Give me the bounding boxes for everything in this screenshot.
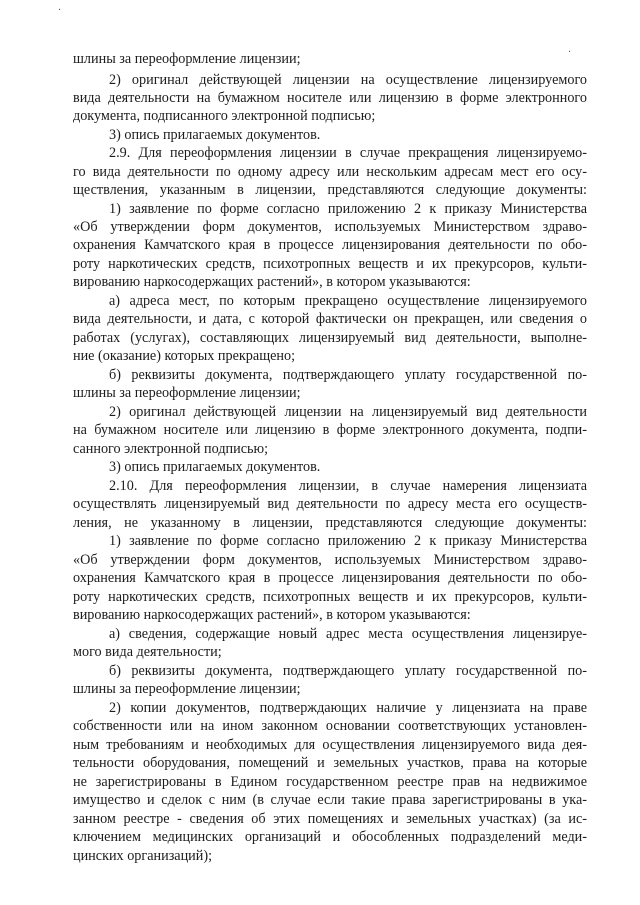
- text-line: вированию наркосодержащих растений», в котором указываются:: [73, 274, 471, 290]
- text-line: тельности оборудования, помещений и земельных участков, права на которые: [73, 755, 587, 771]
- text-line: имущество и сделок с ним (в случае если такие права зарегистрированы в ука-: [73, 792, 587, 808]
- text-line: санного электронной подписью;: [73, 441, 269, 457]
- text-line: вированию наркосодержащих растений», в котором указываются:: [73, 607, 471, 623]
- text-line: 2) оригинал действующей лицензии на осуществление лицензируемого: [109, 72, 587, 88]
- text-line: вида деятельности, и дата, с которой фактически он прекращен, или сведения о: [73, 311, 587, 327]
- text-line: б) реквизиты документа, подтверждающего уплату государственной по-: [109, 367, 587, 383]
- text-line: охранения Камчатского края в процессе лицензирования деятельности по обо-: [73, 570, 587, 586]
- text-line: шлины за переоформление лицензии;: [73, 385, 301, 401]
- text-line: б) реквизиты документа, подтверждающего уплату государственной по-: [109, 663, 587, 679]
- text-line: а) сведения, содержащие новый адрес места осуществления лицензируе-: [109, 626, 587, 642]
- text-line: на бумажном носителе или лицензию в форме электронного документа, подпи-: [73, 422, 587, 438]
- text-line: шлины за переоформление лицензии;: [73, 681, 301, 697]
- text-line: 3) опись прилагаемых документов.: [109, 127, 321, 143]
- text-line: го вида деятельности по одному адресу или нескольким адресам мест его осу-: [73, 164, 587, 180]
- text-line: мого вида деятельности;: [73, 644, 222, 660]
- text-line: ключением медицинских организаций и обособленных подразделений меди-: [73, 829, 587, 845]
- text-line: 3) опись прилагаемых документов.: [109, 459, 321, 475]
- text-line: занном реестре - сведения об этих помещениях и земельных участках) (за ис-: [73, 811, 587, 827]
- text-line: ным требованиям и необходимых для осуществления лицензируемого вида дея-: [73, 737, 587, 753]
- text-line: 2) копии документов, подтверждающих наличие у лицензиата на праве: [109, 700, 587, 716]
- text-line: шлины за переоформление лицензии;: [73, 51, 301, 67]
- scan-speck: ·: [58, 5, 62, 16]
- text-line: собственности или на ином законном основании соответствующих установлен-: [73, 718, 587, 734]
- text-line: роту наркотических средств, психотропных веществ и их прекурсоров, культи-: [73, 256, 587, 272]
- text-line: документа, подписанного электронной подписью;: [73, 108, 376, 124]
- text-line: не зарегистрированы в Едином государственном реестре прав на недвижимое: [73, 774, 587, 790]
- text-line: 1) заявление по форме согласно приложению 2 к приказу Министерства: [109, 201, 587, 217]
- text-line: «Об утверждении форм документов, используемых Министерством здраво-: [73, 219, 587, 235]
- text-line: ние (оказание) которых прекращено;: [73, 348, 296, 364]
- text-line: «Об утверждении форм документов, используемых Министерством здраво-: [73, 552, 587, 568]
- text-line: ществления, указанным в лицензии, представляются следующие документы:: [73, 182, 587, 198]
- text-line: вида деятельности на бумажном носителе или лицензию в форме электронного: [73, 90, 587, 106]
- scan-speck: ·: [568, 47, 572, 58]
- text-line: 1) заявление по форме согласно приложению 2 к приказу Министерства: [109, 533, 587, 549]
- text-line: ления, не указанному в лицензии, представляются следующие документы:: [73, 515, 587, 531]
- text-line: 2.10. Для переоформления лицензии, в случае намерения лицензиата: [109, 478, 587, 494]
- text-line: а) адреса мест, по которым прекращено осуществление лицензируемого: [109, 293, 587, 309]
- text-line: работах (услугах), составляющих лицензируемый вид деятельности, выполне-: [73, 330, 587, 346]
- text-line: 2.9. Для переоформления лицензии в случае прекращения лицензируемо-: [109, 145, 587, 161]
- text-line: роту наркотических средств, психотропных веществ и их прекурсоров, культи-: [73, 589, 587, 605]
- text-line: цинских организаций);: [73, 848, 213, 864]
- text-line: охранения Камчатского края в процессе лицензирования деятельности по обо-: [73, 237, 587, 253]
- text-line: 2) оригинал действующей лицензии на лицензируемый вид деятельности: [109, 404, 587, 420]
- text-line: осуществлять лицензируемый вид деятельности по адресу места его осуществ-: [73, 496, 587, 512]
